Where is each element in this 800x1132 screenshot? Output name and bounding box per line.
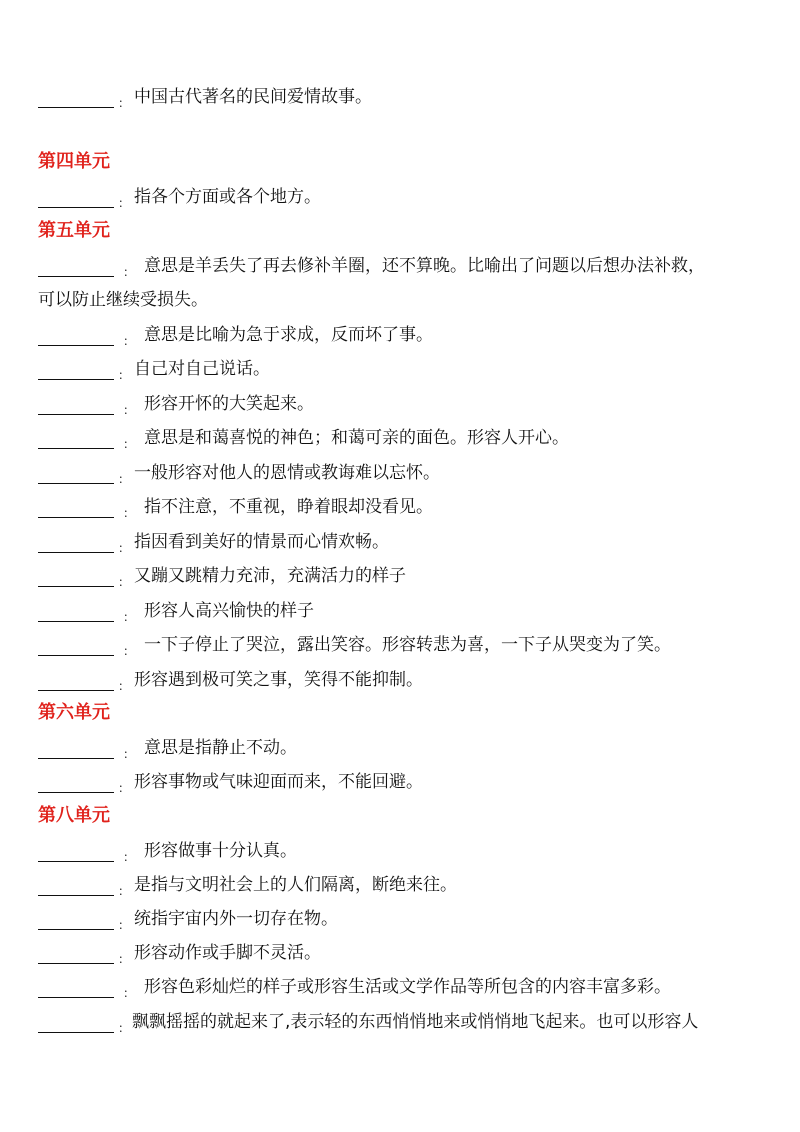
separator: ：	[123, 644, 136, 658]
unit-8-item	[38, 874, 770, 896]
unit-8-item	[38, 840, 770, 862]
definition-text: 形容事物或气味迎面而来，不能回避。	[134, 772, 424, 792]
answer-blank[interactable]	[38, 911, 114, 930]
definition-text: 形容色彩灿烂的样子或形容生活或文学作品等所包含的内容丰富多彩。	[144, 977, 672, 997]
unit-4-item	[38, 186, 770, 208]
answer-blank[interactable]	[38, 774, 114, 793]
definition-text: 意思是指静止不动。	[144, 738, 298, 758]
definition-text: 统指宇宙内外一切存在物。	[134, 909, 339, 929]
unit-8-item	[38, 942, 770, 964]
unit-5-item	[38, 496, 770, 518]
definition-text: 指各个方面或各个地方。	[134, 187, 322, 207]
unit-6-item	[38, 737, 770, 759]
definition-continuation: 可以防止继续受损失。	[38, 290, 208, 310]
answer-blank[interactable]	[38, 637, 114, 656]
separator: ：	[118, 781, 131, 795]
unit-8-item	[38, 1011, 770, 1033]
answer-blank[interactable]	[38, 189, 114, 208]
separator: ：	[123, 506, 136, 520]
definition-text: 形容人高兴愉快的样子	[144, 601, 315, 621]
separator: ：	[118, 196, 131, 210]
answer-blank[interactable]	[38, 843, 114, 862]
unit-8-item	[38, 976, 770, 998]
separator: ：	[118, 575, 131, 589]
unit-5-item	[38, 565, 770, 587]
definition-text: 指因看到美好的情景而心情欢畅。	[134, 532, 390, 552]
definition-text: 指不注意，不重视，睁着眼却没看见。	[144, 497, 434, 517]
intro-item	[38, 86, 770, 108]
separator: ：	[118, 368, 131, 382]
definition-text: 形容开怀的大笑起来。	[144, 394, 315, 414]
definition-text: 自己对自己说话。	[134, 359, 271, 379]
answer-blank[interactable]	[38, 430, 114, 449]
separator: ：	[123, 334, 136, 348]
unit-5-item	[38, 634, 770, 656]
unit-5-item	[38, 669, 770, 691]
separator: ：	[123, 850, 136, 864]
answer-blank[interactable]	[38, 534, 114, 553]
definition-text: 是指与文明社会上的人们隔离，断绝来往。	[134, 875, 458, 895]
unit-6-heading: 第六单元	[38, 702, 110, 723]
definition-text: 意思是羊丢失了再去修补羊圈，还不算晚。比喻出了问题以后想办法补救，	[144, 256, 706, 276]
unit-6-item	[38, 771, 770, 793]
answer-blank[interactable]	[38, 361, 114, 380]
separator: ：	[118, 472, 131, 486]
unit-5-item	[38, 358, 770, 380]
answer-blank[interactable]	[38, 465, 114, 484]
unit-5-item	[38, 255, 770, 277]
answer-blank[interactable]	[38, 945, 114, 964]
separator: ：	[118, 541, 131, 555]
answer-blank[interactable]	[38, 396, 114, 415]
answer-blank[interactable]	[38, 740, 114, 759]
answer-blank[interactable]	[38, 258, 114, 277]
separator: ：	[118, 952, 131, 966]
answer-blank[interactable]	[38, 568, 114, 587]
unit-5-item	[38, 462, 770, 484]
unit-5-item	[38, 531, 770, 553]
separator: ：	[123, 747, 136, 761]
definition-text: 意思是比喻为急于求成，反而坏了事。	[144, 325, 434, 345]
unit-5-heading: 第五单元	[38, 220, 110, 241]
unit-5-item	[38, 427, 770, 449]
separator: ：	[123, 265, 136, 279]
separator: ：	[123, 403, 136, 417]
definition-text: 形容做事十分认真。	[144, 841, 298, 861]
definition-text: 意思是和蔼喜悦的神色；和蔼可亲的面色。形容人开心。	[144, 428, 570, 448]
unit-8-heading: 第八单元	[38, 805, 110, 826]
unit-5-item	[38, 393, 770, 415]
separator: ：	[118, 918, 131, 932]
separator: ：	[118, 679, 131, 693]
separator: ：	[118, 884, 131, 898]
answer-blank[interactable]	[38, 327, 114, 346]
separator: ：	[118, 1021, 131, 1035]
unit-5-item	[38, 600, 770, 622]
definition-text: 一般形容对他人的恩情或教诲难以忘怀。	[134, 463, 441, 483]
separator: ：	[118, 96, 131, 110]
unit-5-item	[38, 324, 770, 346]
definition-text: 中国古代著名的民间爱情故事。	[134, 87, 373, 107]
separator: ：	[123, 610, 136, 624]
unit-8-item	[38, 908, 770, 930]
answer-blank[interactable]	[38, 877, 114, 896]
definition-text: 飘飘摇摇的就起来了,表示轻的东西悄悄地来或悄悄地飞起来。也可以形容人	[132, 1012, 699, 1032]
definition-text: 形容遇到极可笑之事，笑得不能抑制。	[134, 670, 424, 690]
separator: ：	[123, 986, 136, 1000]
answer-blank[interactable]	[38, 979, 114, 998]
answer-blank[interactable]	[38, 672, 114, 691]
answer-blank[interactable]	[38, 499, 114, 518]
answer-blank[interactable]	[38, 1014, 114, 1033]
separator: ：	[123, 437, 136, 451]
answer-blank[interactable]	[38, 89, 114, 108]
definition-text: 一下子停止了哭泣，露出笑容。形容转悲为喜，一下子从哭变为了笑。	[144, 635, 672, 655]
answer-blank[interactable]	[38, 603, 114, 622]
definition-text: 形容动作或手脚不灵活。	[134, 943, 322, 963]
definition-text: 又蹦又跳精力充沛，充满活力的样子	[134, 566, 407, 586]
unit-4-heading: 第四单元	[38, 151, 110, 172]
